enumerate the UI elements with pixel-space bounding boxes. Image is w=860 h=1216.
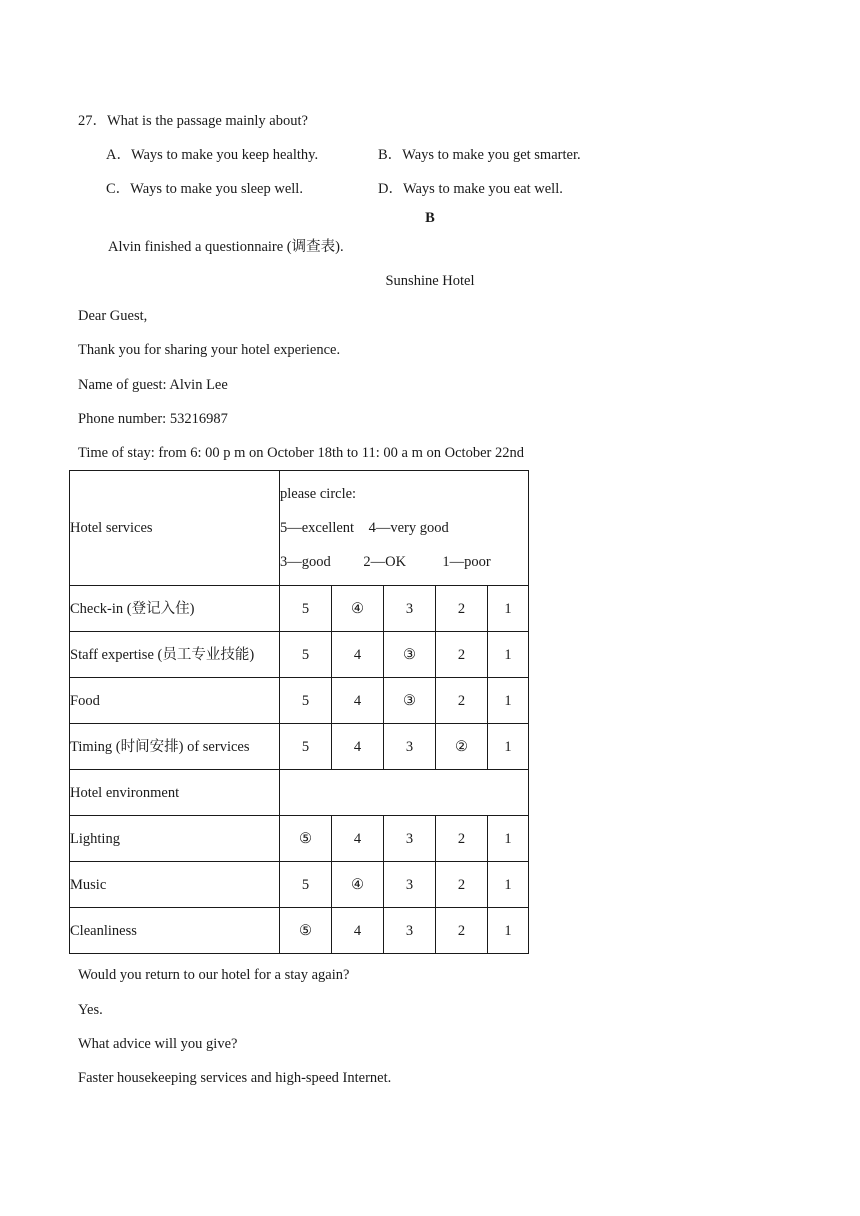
rating-cell[interactable]: ⑤	[280, 908, 332, 954]
rating-cell[interactable]: ②	[436, 724, 488, 770]
section-label: B	[425, 210, 435, 226]
option-c: C．Ways to make you sleep well.	[106, 181, 303, 197]
phone-number: Phone number: 53216987	[78, 411, 228, 427]
circle-instructions	[280, 471, 529, 586]
rating-cell[interactable]: 2	[436, 816, 488, 862]
intro-text: Alvin finished a questionnaire (调查表).	[108, 239, 344, 255]
rating-cell[interactable]: 1	[488, 632, 529, 678]
table-row	[70, 862, 529, 908]
environment-name: Lighting	[70, 816, 280, 862]
rating-cell[interactable]: 1	[488, 862, 529, 908]
table-row	[70, 586, 529, 632]
rating-cell[interactable]: ⑤	[280, 816, 332, 862]
rating-cell[interactable]: 1	[488, 724, 529, 770]
service-name: Timing (时间安排) of services	[70, 724, 280, 770]
rating-cell[interactable]: ③	[384, 632, 436, 678]
questionnaire-table	[69, 470, 529, 954]
rating-cell[interactable]: 3	[384, 724, 436, 770]
rating-cell[interactable]: 4	[332, 816, 384, 862]
rating-cell[interactable]: 3	[384, 586, 436, 632]
rating-cell[interactable]: 1	[488, 586, 529, 632]
rating-cell[interactable]: 3	[384, 908, 436, 954]
rating-cell[interactable]: 3	[384, 816, 436, 862]
guest-name: Name of guest: Alvin Lee	[78, 377, 228, 393]
service-name: Check-in (登记入住)	[70, 586, 280, 632]
letter-greeting: Dear Guest,	[78, 308, 148, 324]
rating-cell[interactable]: ④	[332, 586, 384, 632]
environment-header: Hotel environment	[70, 770, 280, 816]
circle-line-1: please circle:	[280, 486, 357, 502]
time-of-stay: Time of stay: from 6: 00 p m on October 18th to 11: 00 a m on October 22nd	[78, 445, 524, 461]
rating-cell[interactable]: 4	[332, 632, 384, 678]
table-row	[70, 816, 529, 862]
question-text: 27．What is the passage mainly about?	[78, 113, 308, 129]
environment-name: Cleanliness	[70, 908, 280, 954]
advice-answer: Faster housekeeping services and high-speed Internet.	[78, 1070, 392, 1086]
rating-cell[interactable]: 2	[436, 908, 488, 954]
header-row	[70, 471, 529, 586]
return-question: Would you return to our hotel for a stay again?	[78, 967, 350, 983]
service-name: Staff expertise (员工专业技能)	[70, 632, 280, 678]
environment-header-row	[70, 770, 529, 816]
advice-question: What advice will you give?	[78, 1036, 238, 1052]
hotel-name: Sunshine Hotel	[385, 273, 475, 289]
table-row	[70, 632, 529, 678]
environment-header-blank	[280, 770, 529, 816]
rating-cell[interactable]: 2	[436, 632, 488, 678]
option-a: A．Ways to make you keep healthy.	[106, 147, 319, 163]
environment-name: Music	[70, 862, 280, 908]
rating-cell[interactable]: 5	[280, 632, 332, 678]
rating-cell[interactable]: 2	[436, 862, 488, 908]
rating-cell[interactable]: 4	[332, 724, 384, 770]
rating-cell[interactable]: 2	[436, 586, 488, 632]
rating-cell[interactable]: 5	[280, 862, 332, 908]
rating-cell[interactable]: 3	[384, 862, 436, 908]
table-row	[70, 908, 529, 954]
table-row	[70, 724, 529, 770]
option-b: B．Ways to make you get smarter.	[378, 147, 581, 163]
rating-cell[interactable]: 5	[280, 586, 332, 632]
table-row	[70, 678, 529, 724]
services-header: Hotel services	[70, 471, 280, 586]
rating-cell[interactable]: 4	[332, 908, 384, 954]
rating-cell[interactable]: 1	[488, 816, 529, 862]
circle-line-3: 3—good 2—OK 1—poor	[280, 554, 491, 570]
rating-cell[interactable]: 5	[280, 678, 332, 724]
rating-cell[interactable]: 4	[332, 678, 384, 724]
rating-cell[interactable]: 1	[488, 908, 529, 954]
circle-line-2: 5—excellent 4—very good	[280, 520, 449, 536]
rating-cell[interactable]: 5	[280, 724, 332, 770]
return-answer: Yes.	[78, 1002, 103, 1018]
rating-cell[interactable]: ③	[384, 678, 436, 724]
rating-cell[interactable]: 2	[436, 678, 488, 724]
rating-cell[interactable]: ④	[332, 862, 384, 908]
rating-cell[interactable]: 1	[488, 678, 529, 724]
option-d: D．Ways to make you eat well.	[378, 181, 563, 197]
letter-thanks: Thank you for sharing your hotel experience.	[78, 342, 341, 358]
service-name: Food	[70, 678, 280, 724]
